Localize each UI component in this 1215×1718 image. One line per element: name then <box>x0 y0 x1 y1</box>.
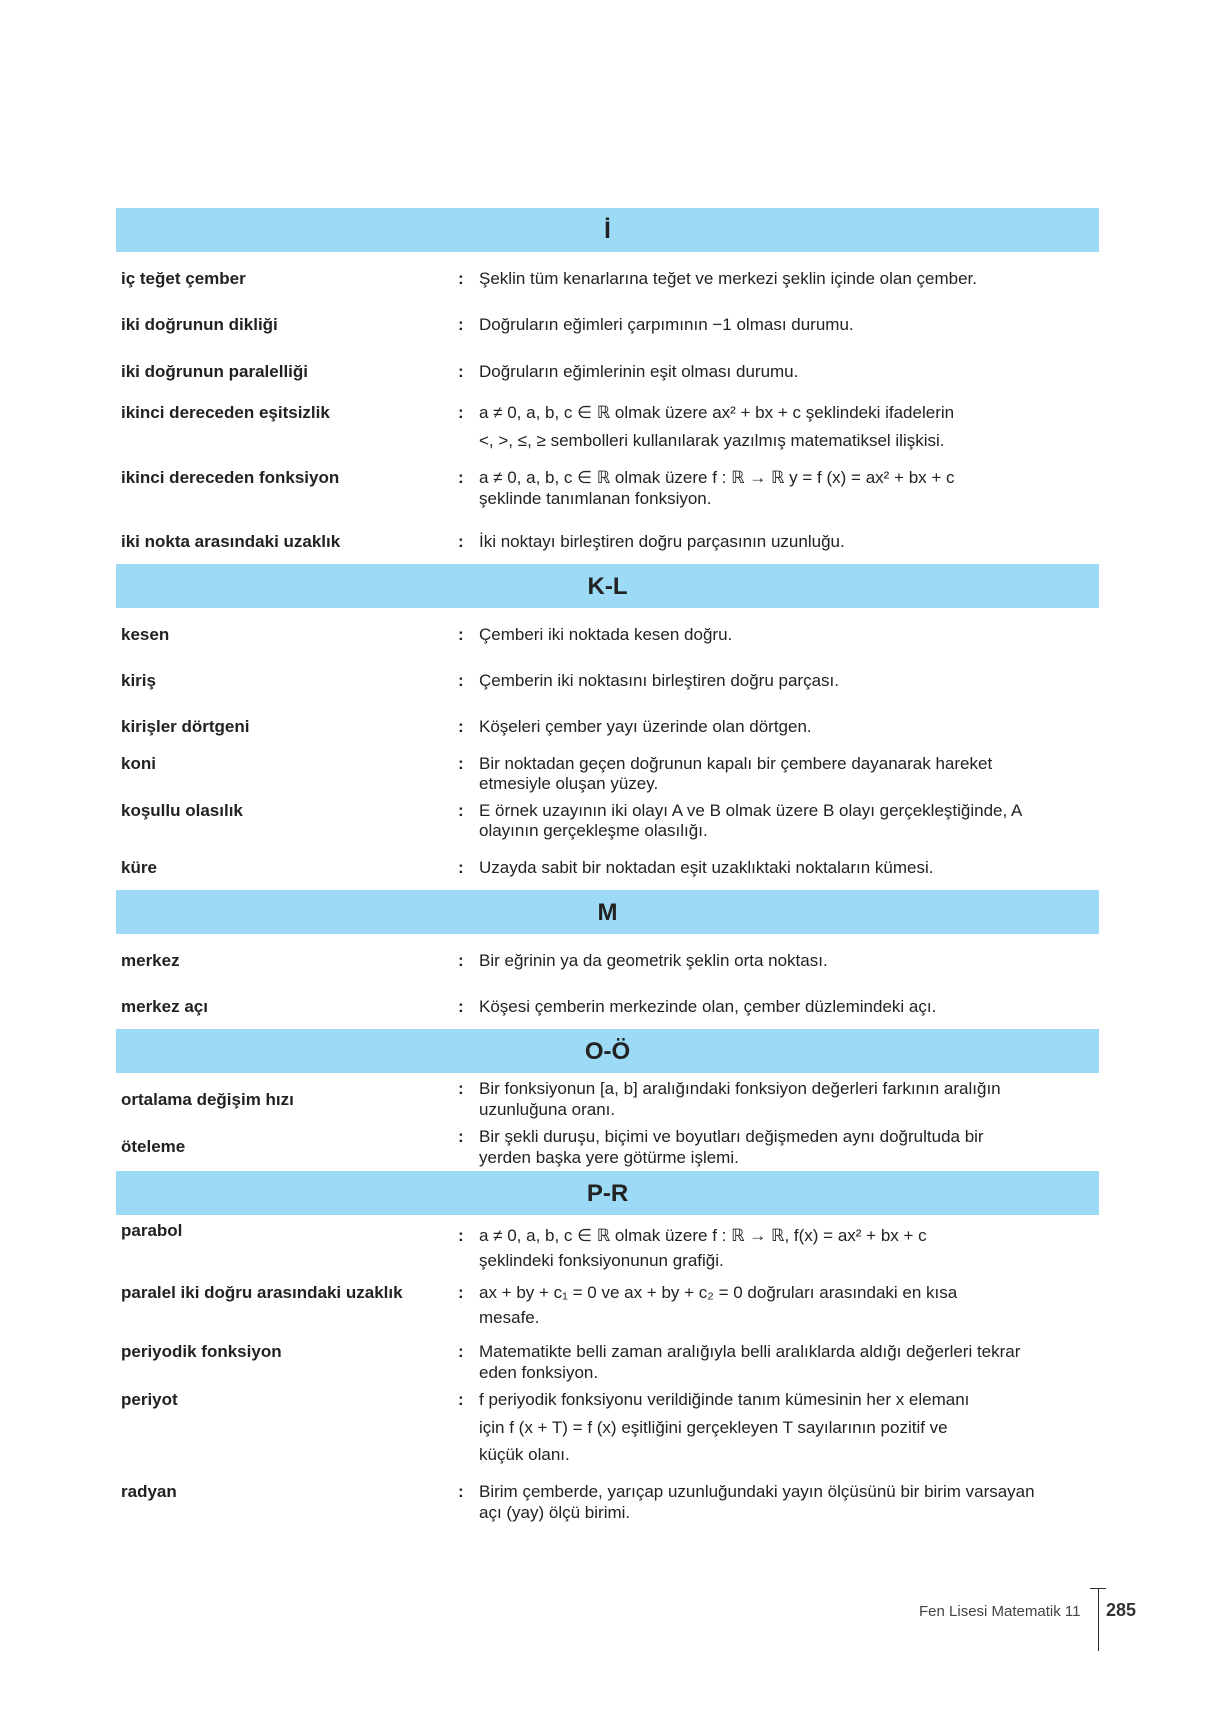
separator-colon: : <box>458 1127 464 1146</box>
glossary-term: merkez açı <box>121 997 208 1016</box>
separator-colon: : <box>458 315 464 334</box>
glossary-definition-line: açı (yay) ölçü birimi. <box>479 1503 631 1522</box>
section-header: M <box>116 890 1099 934</box>
glossary-term: parabol <box>121 1221 183 1240</box>
glossary-definition-line: Köşesi çemberin merkezinde olan, çember düzlemindeki açı. <box>479 997 937 1016</box>
glossary-definition-line: E örnek uzayının iki olayı A ve B olmak üzere B olayı gerçekleştiğinde, A <box>479 801 1023 820</box>
glossary-term: paralel iki doğru arasındaki uzaklık <box>121 1283 403 1302</box>
separator-colon: : <box>458 1342 464 1361</box>
glossary-term: ortalama değişim hızı <box>121 1090 294 1109</box>
separator-colon: : <box>458 1283 464 1302</box>
glossary-definition-line: Bir şekli duruşu, biçimi ve boyutları değişmeden aynı doğrultuda bir <box>479 1127 984 1146</box>
glossary-term: iç teğet çember <box>121 269 246 288</box>
separator-colon: : <box>458 625 464 644</box>
glossary-definition-line: Bir fonksiyonun [a, b] aralığındaki fonksiyon değerleri farkının aralığın <box>479 1079 1001 1098</box>
glossary-definition-line: Şeklin tüm kenarlarına teğet ve merkezi şeklin içinde olan çember. <box>479 269 977 288</box>
glossary-definition-line: Çemberin iki noktasını birleştiren doğru parçası. <box>479 671 839 690</box>
glossary-term: ikinci dereceden fonksiyon <box>121 468 340 487</box>
glossary-definition-line: a ≠ 0, a, b, c ∈ ℝ olmak üzere ax² + bx + c şeklindeki ifadelerin <box>479 403 955 422</box>
glossary-definition-line: f periyodik fonksiyonu verildiğinde tanım kümesinin her x elemanı <box>479 1390 970 1409</box>
glossary-definition-line: ax + by + c₁ = 0 ve ax + by + c₂ = 0 doğruları arasındaki en kısa <box>479 1283 958 1302</box>
glossary-definition-line: şeklindeki fonksiyonunun grafiği. <box>479 1251 724 1270</box>
glossary-definition-line: Köşeleri çember yayı üzerinde olan dörtgen. <box>479 717 812 736</box>
glossary-term: koşullu olasılık <box>121 801 243 820</box>
separator-colon: : <box>458 997 464 1016</box>
footer-divider-tick <box>1090 1588 1106 1589</box>
section-header: P-R <box>116 1171 1099 1215</box>
separator-colon: : <box>458 1482 464 1501</box>
glossary-definition-line: uzunluğuna oranı. <box>479 1100 616 1119</box>
glossary-term: periyodik fonksiyon <box>121 1342 282 1361</box>
separator-colon: : <box>458 801 464 820</box>
page-number: 285 <box>1106 1600 1137 1620</box>
glossary-term: iki doğrunun dikliği <box>121 315 278 334</box>
separator-colon: : <box>458 269 464 288</box>
separator-colon: : <box>458 754 464 773</box>
separator-colon: : <box>458 717 464 736</box>
separator-colon: : <box>458 1079 464 1098</box>
separator-colon: : <box>458 1226 464 1245</box>
separator-colon: : <box>458 362 464 381</box>
glossary-definition-line: etmesiyle oluşan yüzey. <box>479 774 659 793</box>
separator-colon: : <box>458 468 464 487</box>
separator-colon: : <box>458 671 464 690</box>
glossary-definition-line: eden fonksiyon. <box>479 1363 599 1382</box>
glossary-term: periyot <box>121 1390 178 1409</box>
glossary-term: kiriş <box>121 671 156 690</box>
glossary-definition-line: şeklinde tanımlanan fonksiyon. <box>479 489 712 508</box>
glossary-definition-line: yerden başka yere götürme işlemi. <box>479 1148 739 1167</box>
glossary-term: ikinci dereceden eşitsizlik <box>121 403 330 422</box>
glossary-definition-line: olayının gerçekleşme olasılığı. <box>479 821 708 840</box>
glossary-definition-line: <, >, ≤, ≥ sembolleri kullanılarak yazılmış matematiksel ilişkisi. <box>479 431 945 450</box>
footer-divider <box>1098 1588 1099 1651</box>
glossary-definition-line: a ≠ 0, a, b, c ∈ ℝ olmak üzere f : ℝ → ℝ y = f (x) = ax² + bx + c <box>479 468 955 487</box>
section-header: O-Ö <box>116 1029 1099 1073</box>
glossary-definition-line: a ≠ 0, a, b, c ∈ ℝ olmak üzere f : ℝ → ℝ, f(x) = ax² + bx + c <box>479 1226 927 1245</box>
glossary-definition-line: Çemberi iki noktada kesen doğru. <box>479 625 733 644</box>
glossary-term: radyan <box>121 1482 177 1501</box>
section-header: K-L <box>116 564 1099 608</box>
glossary-definition-line: İki noktayı birleştiren doğru parçasının uzunluğu. <box>479 532 845 551</box>
glossary-definition-line: Bir eğrinin ya da geometrik şeklin orta noktası. <box>479 951 828 970</box>
glossary-term: koni <box>121 754 156 773</box>
separator-colon: : <box>458 403 464 422</box>
glossary-definition-line: Matematikte belli zaman aralığıyla belli aralıklarda aldığı değerleri tekrar <box>479 1342 1021 1361</box>
separator-colon: : <box>458 1390 464 1409</box>
separator-colon: : <box>458 858 464 877</box>
glossary-term: küre <box>121 858 157 877</box>
separator-colon: : <box>458 532 464 551</box>
glossary-definition-line: Doğruların eğimlerinin eşit olması durumu. <box>479 362 799 381</box>
glossary-definition-line: Birim çemberde, yarıçap uzunluğundaki yayın ölçüsünü bir birim varsayan <box>479 1482 1035 1501</box>
glossary-definition-line: Doğruların eğimleri çarpımının −1 olması durumu. <box>479 315 854 334</box>
glossary-definition-line: küçük olanı. <box>479 1445 570 1464</box>
glossary-term: iki nokta arasındaki uzaklık <box>121 532 341 551</box>
glossary-definition-line: için f (x + T) = f (x) eşitliğini gerçekleyen T sayılarının pozitif ve <box>479 1418 948 1437</box>
glossary-term: merkez <box>121 951 180 970</box>
glossary-definition-line: Uzayda sabit bir noktadan eşit uzaklıktaki noktaların kümesi. <box>479 858 934 877</box>
glossary-term: iki doğrunun paralelliği <box>121 362 309 381</box>
glossary-term: öteleme <box>121 1137 186 1156</box>
book-title: Fen Lisesi Matematik 11 <box>919 1603 1081 1620</box>
separator-colon: : <box>458 951 464 970</box>
glossary-definition-line: mesafe. <box>479 1308 540 1327</box>
glossary-definition-line: Bir noktadan geçen doğrunun kapalı bir çembere dayanarak hareket <box>479 754 993 773</box>
glossary-term: kesen <box>121 625 170 644</box>
section-header: İ <box>116 208 1099 252</box>
glossary-term: kirişler dörtgeni <box>121 717 250 736</box>
